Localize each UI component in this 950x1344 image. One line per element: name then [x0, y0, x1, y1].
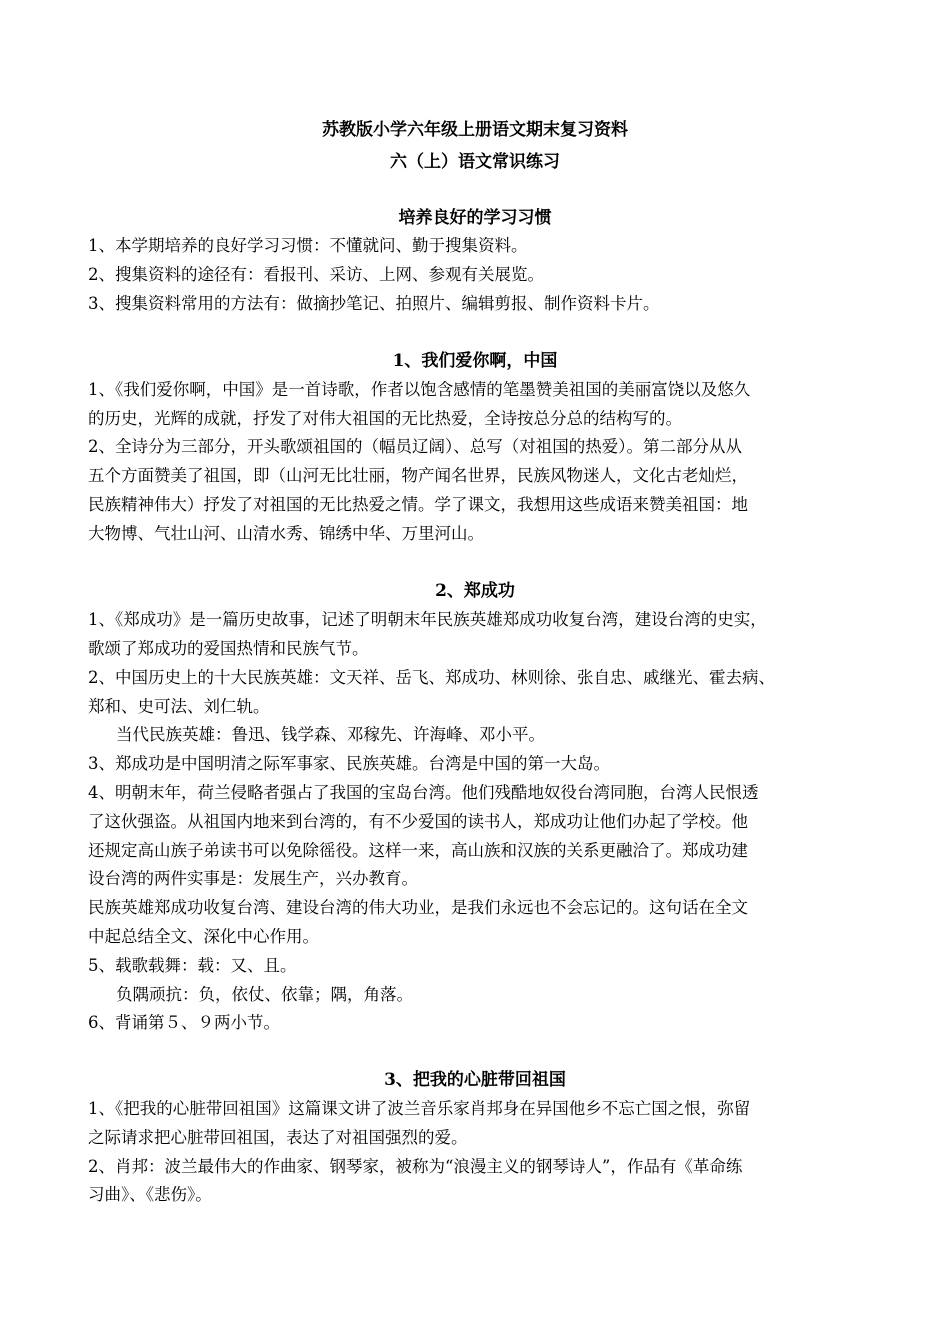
- text-line: 2、中国历史上的十大民族英雄：文天祥、岳飞、郑成功、林则徐、张自忠、戚继光、霍去病、: [88, 668, 775, 687]
- text-line: 民族英雄郑成功收复台湾、建设台湾的伟大功业，是我们永远也不会忘记的。这句话在全文: [88, 898, 748, 917]
- section-heading-lesson-2: 2、郑成功: [435, 581, 515, 601]
- text-line: 民族精神伟大）抒发了对祖国的无比热爱之情。学了课文，我想用这些成语来赞美祖国：地: [88, 495, 748, 514]
- text-line: 歌颂了郑成功的爱国热情和民族气节。: [88, 639, 369, 658]
- text-line: 中起总结全文、深化中心作用。: [88, 927, 319, 946]
- text-line: 习曲》、《悲伤》。: [88, 1185, 212, 1204]
- text-line: 负隅顽抗：负，依仗、依靠；隅，角落。: [116, 985, 413, 1004]
- text-line: 1、《郑成功》是一篇历史故事，记述了明朝末年民族英雄郑成功收复台湾，建设台湾的史实，: [88, 610, 767, 629]
- section-heading-lesson-3: 3、把我的心脏带回祖国: [384, 1070, 566, 1090]
- text-line: 5、载歌载舞：载：又、且。: [88, 956, 297, 975]
- section-heading-lesson-1: 1、我们爱你啊，中国: [392, 351, 558, 371]
- text-line: 当代民族英雄：鲁迅、钱学森、邓稼先、许海峰、邓小平。: [116, 725, 545, 744]
- text-line: 设台湾的两件实事是：发展生产，兴办教育。: [88, 869, 418, 888]
- text-line: 2、搜集资料的途径有：看报刊、采访、上网、参观有关展览。: [88, 265, 544, 284]
- text-line: 大物博、气壮山河、山清水秀、锦绣中华、万里河山。: [88, 524, 484, 543]
- text-line: 2、全诗分为三部分，开头歌颂祖国的（幅员辽阔）、总写（对祖国的热爱）。第二部分从从: [88, 437, 742, 456]
- document-subtitle: 六（上）语文常识练习: [390, 152, 560, 172]
- text-line: 还规定高山族子弟读书可以免除徭役。这样一来，高山族和汉族的关系更融洽了。郑成功建: [88, 841, 748, 860]
- text-line: 3、郑成功是中国明清之际军事家、民族英雄。台湾是中国的第一大岛。: [88, 754, 610, 773]
- text-line: 4、明朝末年，荷兰侵略者强占了我国的宝岛台湾。他们残酷地奴役台湾同胞，台湾人民恨透: [88, 783, 759, 802]
- text-line: 的历史，光辉的成就，抒发了对伟大祖国的无比热爱，全诗按总分总的结构写的。: [88, 409, 682, 428]
- text-line: 6、背诵第５、９两小节。: [88, 1013, 280, 1032]
- document-title: 苏教版小学六年级上册语文期末复习资料: [322, 120, 628, 140]
- text-line: 郑和、史可法、刘仁轨。: [88, 697, 270, 716]
- text-line: 了这伙强盗。从祖国内地来到台湾的，有不少爱国的读书人，郑成功让他们办起了学校。他: [88, 812, 748, 831]
- text-line: 之际请求把心脏带回祖国，表达了对祖国强烈的爱。: [88, 1128, 468, 1147]
- text-line: 1、《把我的心脏带回祖国》这篇课文讲了波兰音乐家肖邦身在异国他乡不忘亡国之恨，弥留: [88, 1099, 751, 1118]
- text-line: 1、《我们爱你啊，中国》是一首诗歌，作者以饱含感情的笔墨赞美祖国的美丽富饶以及悠久: [88, 380, 751, 399]
- text-line: 3、搜集资料常用的方法有：做摘抄笔记、拍照片、编辑剪报、制作资料卡片。: [88, 294, 660, 313]
- text-line: 五个方面赞美了祖国，即（山河无比壮丽，物产闻名世界，民族风物迷人，文化古老灿烂，: [88, 466, 748, 485]
- section-heading-study-habits: 培养良好的学习习惯: [398, 208, 552, 228]
- text-line: 2、肖邦：波兰最伟大的作曲家、钢琴家，被称为“浪漫主义的钢琴诗人”，作品有《革命练: [88, 1157, 743, 1176]
- text-line: 1、本学期培养的良好学习习惯：不懂就问、勤于搜集资料。: [88, 236, 528, 255]
